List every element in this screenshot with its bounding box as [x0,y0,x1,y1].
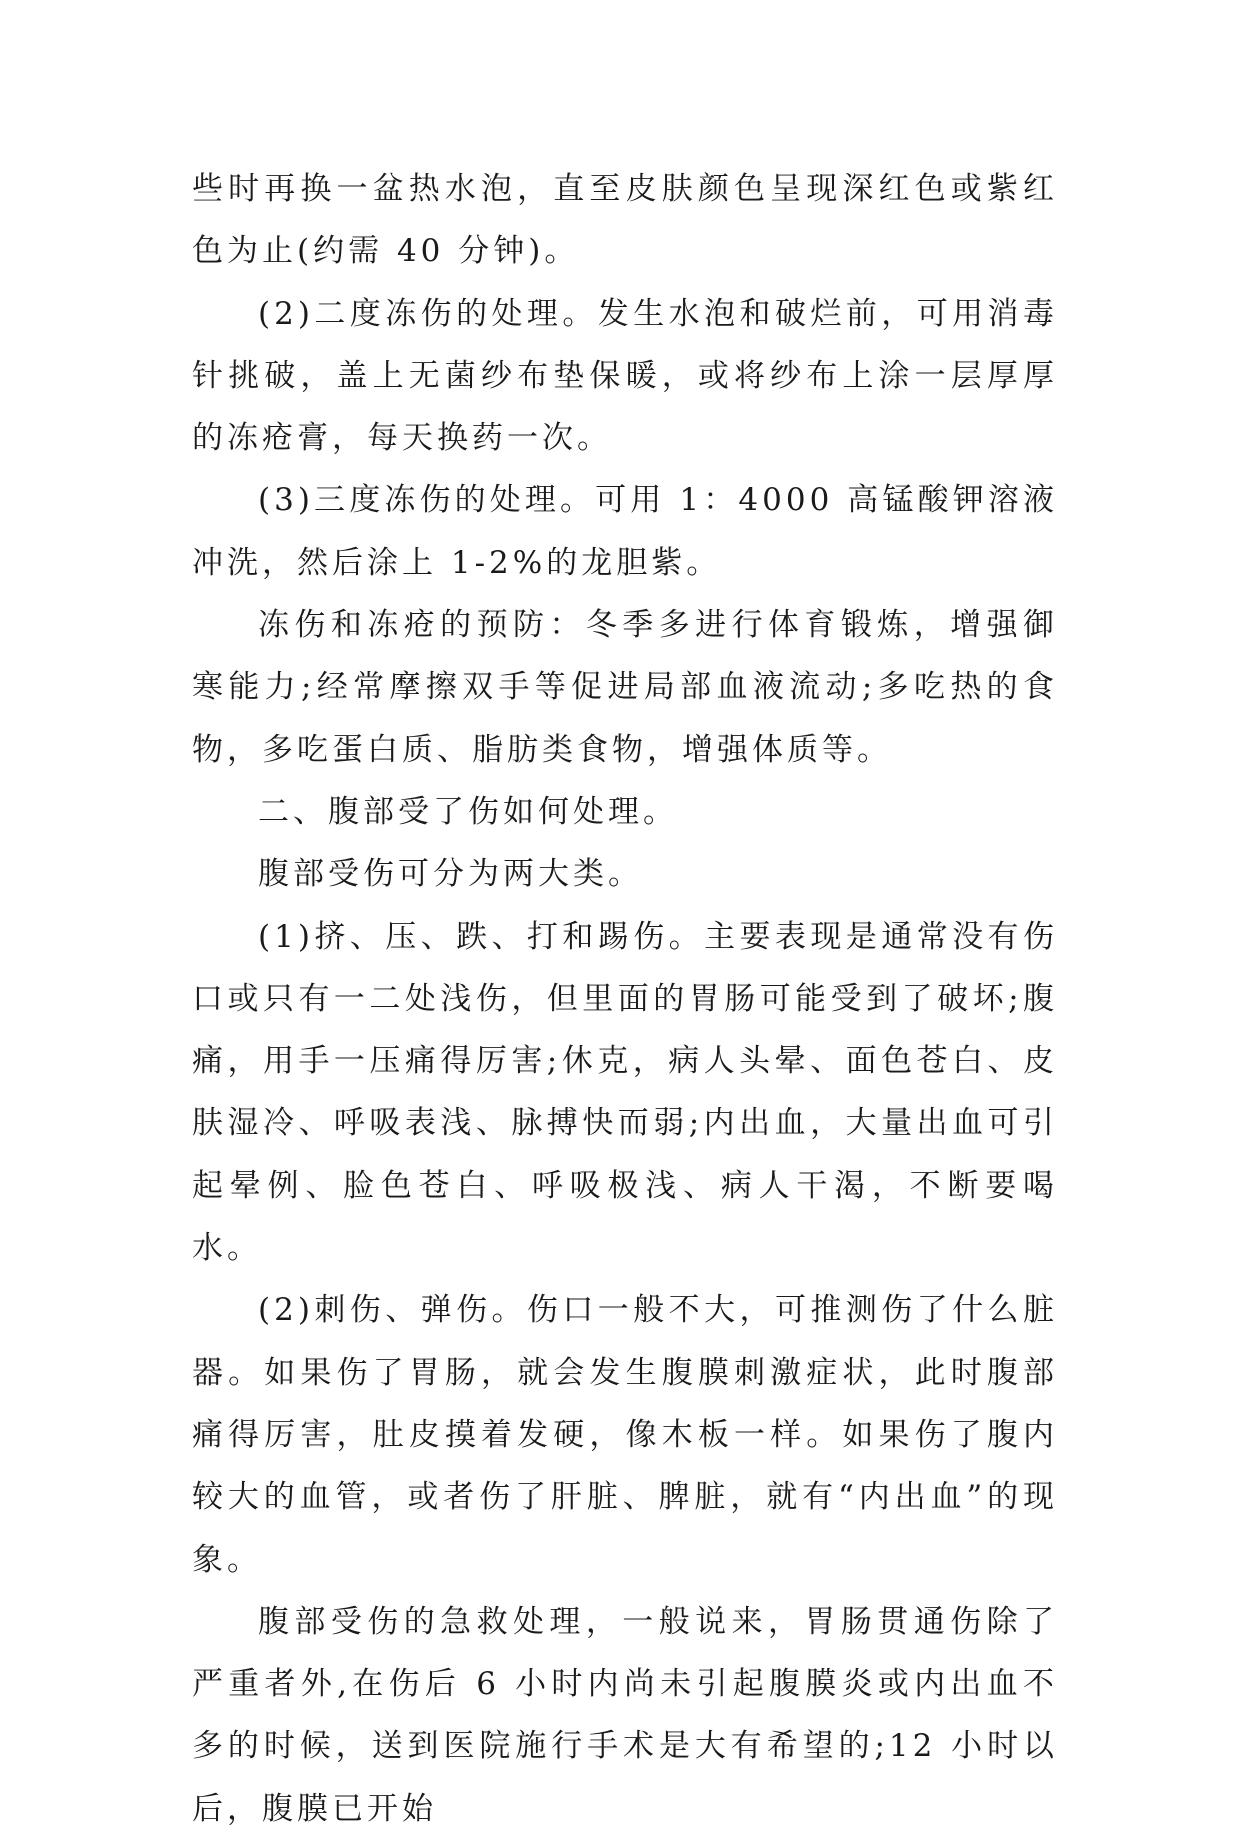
document-body [192,158,1058,1840]
paragraph: (3)三度冻伤的处理。可用 1：4000 高锰酸钾溶液冲洗，然后涂上 1-2%的龙胆紫。 [192,482,1058,581]
section-heading: 二、腹部受了伤如何处理。 [258,793,678,830]
paragraph: 腹部受伤可分为两大类。 [258,856,643,893]
paragraph: (2)二度冻伤的处理。发生水泡和破烂前，可用消毒针挑破，盖上无菌纱布垫保暖，或将纱布上涂一层厚厚的冻疮膏，每天换药一次。 [192,295,1058,457]
paragraph: 些时再换一盆热水泡，直至皮肤颜色呈现深红色或紫红色为止(约需 40 分钟)。 [192,171,1058,270]
paragraph: 腹部受伤的急救处理，一般说来，胃肠贯通伤除了严重者外,在伤后 6 小时内尚未引起腹膜炎或内出血不多的时候，送到医院施行手术是大有希望的;12 小时以后，腹膜已开始 [192,1603,1058,1827]
paragraph: 冻伤和冻疮的预防：冬季多进行体育锻炼，增强御寒能力;经常摩擦双手等促进局部血液流动;多吃热的食物，多吃蛋白质、脂肪类食物，增强体质等。 [192,607,1058,768]
paragraph: (2)刺伤、弹伤。伤口一般不大，可推测伤了什么脏器。如果伤了胃肠，就会发生腹膜刺激症状，此时腹部痛得厉害，肚皮摸着发硬，像木板一样。如果伤了腹内较大的血管，或者伤了肝脏、脾脏，就有“内出血”的现象。 [192,1292,1058,1578]
paragraph: (1)挤、压、跌、打和踢伤。主要表现是通常没有伤口或只有一二处浅伤，但里面的胃肠可能受到了破坏;腹痛，用手一压痛得厉害;休克，病人头晕、面色苍白、皮肤湿冷、呼吸表浅、脉搏快而弱;内出血，大量出血可引起晕例、脸色苍白、呼吸极浅、病人干渴，不断要喝水。 [192,918,1058,1267]
